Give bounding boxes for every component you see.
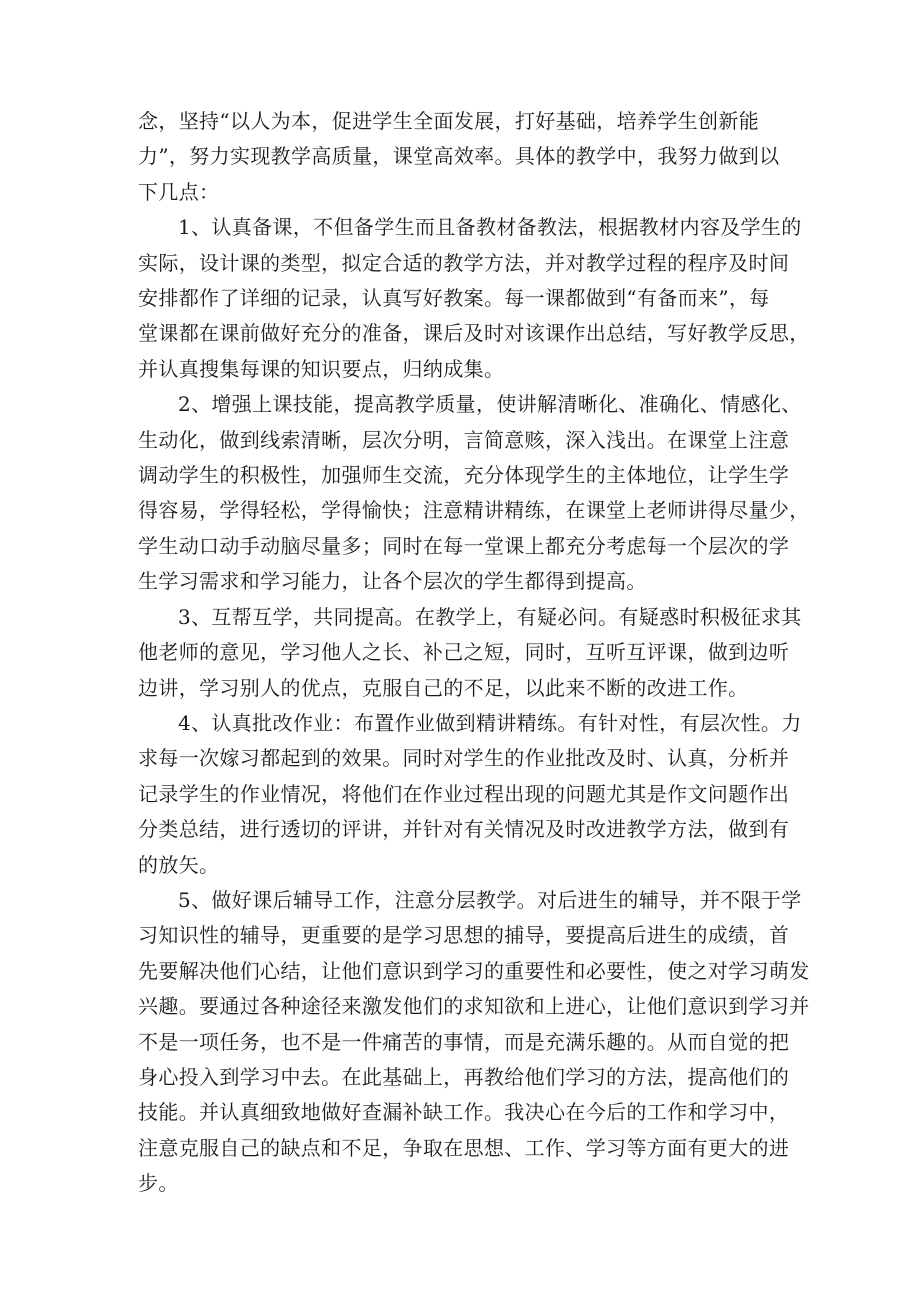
text-line: 他老师的意见，学习他人之长、补己之短，同时，互听互评课，做到边听 [138, 640, 790, 665]
text-line: 安排都作了详细的记录，认真写好教案。每一课都做到“有备而来”，每 [138, 286, 770, 311]
text-line: 并认真搜集每课的知识要点，归纳成集。 [138, 356, 505, 381]
text-line: 生学习需求和学习能力，让各个层次的学生都得到提高。 [138, 569, 647, 594]
text-line: 先要解决他们心结，让他们意识到学习的重要性和必要性，使之对学习萌发 [138, 958, 810, 983]
text-line: 调动学生的积极性，加强师生交流，充分体现学生的主体地位，让学生学 [138, 463, 790, 488]
text-line: 3、互帮互学，共同提高。在教学上，有疑必问。有疑惑时积极征求其 [178, 604, 802, 629]
document-body [138, 104, 810, 1202]
text-line: 习知识性的辅导，更重要的是学习思想的捕导，要提高后进生的成绩，首 [138, 923, 790, 948]
text-line: 求每一次嫁习都起到的效果。同时对学生的作业批改及时、认真，分析并 [138, 746, 790, 771]
text-line: 不是一项任务，也不是一件痛苦的事情，而是充满乐趣的。从而自觉的把 [138, 1029, 790, 1054]
text-line: 得容易，学得轻松，学得愉快；注意精讲精练，在课堂上老师讲得尽量少， [138, 498, 810, 523]
paragraph-item-3 [138, 600, 802, 706]
text-line: 分类总结，进行透切的评讲，并针对有关情况及时改进教学方法，做到有 [138, 817, 790, 842]
text-line: 兴趣。要通过各种途径来激发他们的求知欲和上进心，让他们意识到学习并 [138, 994, 810, 1019]
paragraph-item-1 [138, 210, 810, 387]
text-line: 念，坚持“以人为本，促进学生全面发展，打好基础，培养学生创新能 [138, 109, 760, 133]
text-line: 5、做好课后辅导工作，注意分层教学。对后进生的辅导，并不限于学 [178, 887, 802, 912]
paragraph-intro-continued [138, 104, 787, 210]
paragraph-item-4 [138, 706, 802, 883]
text-line: 技能。并认真细致地做好查漏补缺工作。我决心在今后的工作和学习中， [138, 1100, 790, 1125]
text-line: 身心投入到学习中去。在此基础上，再教给他们学习的方法，提高他们的 [138, 1064, 790, 1089]
text-line: 下几点： [138, 179, 220, 204]
text-line: 堂课都在课前做好充分的准备，课后及时对该课作出总结，写好教学反思， [138, 321, 810, 346]
text-line: 记录学生的作业情况，将他们在作业过程出现的问题尤其是作文问题作出 [138, 781, 790, 806]
paragraph-item-5 [138, 883, 810, 1202]
text-line: 力”，努力实现教学高质量，课堂高效率。具体的教学中，我努力做到以 [138, 144, 780, 169]
text-line: 4、认真批改作业：布置作业做到精讲精练。有针对性，有层次性。力 [178, 710, 802, 735]
text-line: 注意克服自己的缺点和不足，争取在思想、工作、学习等方面有更大的进 [138, 1135, 790, 1160]
text-line: 的放矢。 [138, 852, 220, 877]
text-line: 实际，设计课的类型，拟定合适的教学方法，并对教学过程的程序及时间 [138, 250, 790, 275]
paragraph-item-2 [138, 387, 810, 599]
text-line: 生动化，做到线索清晰，层次分明，言简意赅，深入浅出。在课堂上注意 [138, 427, 790, 452]
text-line: 1、认真备课，不但备学生而且备教材备教法，根据教材内容及学生的 [178, 215, 802, 240]
text-line: 2、增强上课技能，提高教学质量，使讲解清晰化、准确化、情感化、 [178, 392, 802, 417]
text-line: 边讲，学习别人的优点，克服自己的不足，以此来不断的改进工作。 [138, 675, 749, 700]
text-line: 学生动口动手动脑尽量多；同时在每一堂课上都充分考虑每一个层次的学 [138, 533, 790, 558]
text-line: 步。 [138, 1171, 179, 1196]
